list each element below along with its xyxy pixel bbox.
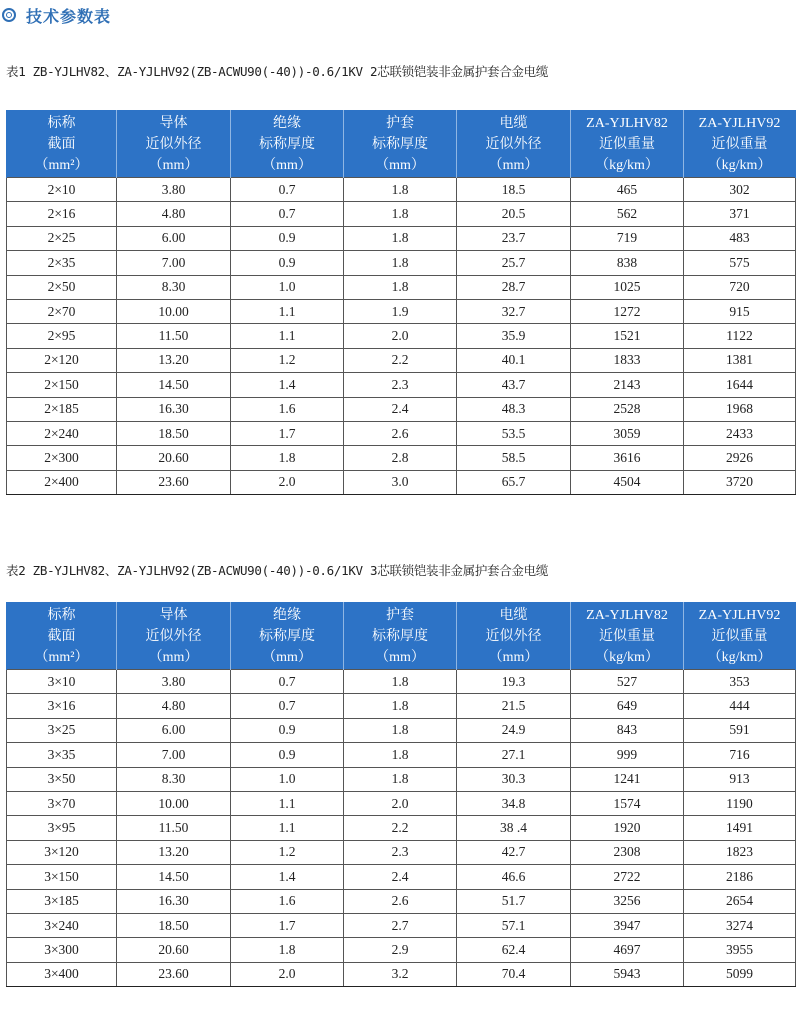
table-cell: 1.8	[344, 226, 457, 250]
table-cell: 20.60	[117, 938, 231, 962]
table-cell: 3×10	[7, 670, 117, 694]
table-cell: 5099	[684, 962, 796, 986]
column-header	[7, 111, 117, 178]
table-cell: 0.9	[231, 718, 344, 742]
column-header-line: （kg/km）	[595, 649, 659, 665]
table-row	[7, 299, 796, 323]
column-header-line: （kg/km）	[707, 649, 772, 665]
table-cell: 4.80	[117, 694, 231, 718]
table-cell: 2.0	[344, 791, 457, 815]
table-cell: 1823	[684, 840, 796, 864]
table-cell: 913	[684, 767, 796, 791]
table-cell: 562	[571, 202, 684, 226]
table-cell: 2×10	[7, 178, 117, 202]
table-cell: 1190	[684, 791, 796, 815]
table-cell: 3.80	[117, 670, 231, 694]
table-cell: 18.50	[117, 913, 231, 937]
table-row	[7, 889, 796, 913]
table-cell: 0.9	[231, 251, 344, 275]
column-header	[7, 603, 117, 670]
table-cell: 43.7	[457, 373, 571, 397]
table-cell: 35.9	[457, 324, 571, 348]
column-header	[344, 111, 457, 178]
table-row	[7, 670, 796, 694]
table-cell: 649	[571, 694, 684, 718]
column-header-line: 护套	[386, 115, 414, 131]
table-cell: 302	[684, 178, 796, 202]
table-cell: 53.5	[457, 421, 571, 445]
column-header-line: 绝缘	[273, 607, 301, 623]
table-cell: 23.60	[117, 470, 231, 494]
table-cell: 4697	[571, 938, 684, 962]
table-cell: 0.7	[231, 670, 344, 694]
column-header-line: 导体	[159, 115, 188, 131]
table-cell: 591	[684, 718, 796, 742]
column-header-line: （mm）	[262, 649, 312, 665]
table-cell: 23.7	[457, 226, 571, 250]
column-header-line: 截面	[47, 628, 76, 644]
table-cell: 1.8	[344, 178, 457, 202]
column-header-line: 近似重量	[599, 136, 655, 152]
table-cell: 483	[684, 226, 796, 250]
column-header-line: （kg/km）	[707, 157, 772, 173]
column-header	[571, 603, 684, 670]
column-header	[231, 111, 344, 178]
table-row	[7, 743, 796, 767]
table-row	[7, 275, 796, 299]
table-cell: 3955	[684, 938, 796, 962]
table-cell: 2×50	[7, 275, 117, 299]
table-cell: 2186	[684, 865, 796, 889]
table-cell: 6.00	[117, 226, 231, 250]
column-header-line: ZA-YJLHV82	[586, 115, 668, 131]
table-cell: 1.1	[231, 791, 344, 815]
column-header-line: （mm）	[488, 649, 539, 665]
table-2-caption: 表2 ZB-YJLHV82、ZA-YJLHV92(ZB-ACWU90(-40))-0.6/1KV 3芯联锁铠装非金属护套合金电缆	[6, 563, 549, 578]
table-cell: 1.8	[344, 251, 457, 275]
table-cell: 1920	[571, 816, 684, 840]
table-cell: 14.50	[117, 373, 231, 397]
column-header-line: ZA-YJLHV82	[586, 607, 668, 623]
column-header	[231, 603, 344, 670]
table-cell: 1.1	[231, 324, 344, 348]
table-cell: 3×150	[7, 865, 117, 889]
table-cell: 1.8	[344, 718, 457, 742]
column-header-line: （mm²）	[34, 649, 89, 665]
table-cell: 30.3	[457, 767, 571, 791]
column-header	[457, 603, 571, 670]
table-cell: 1.8	[344, 743, 457, 767]
table-cell: 13.20	[117, 840, 231, 864]
table-cell: 719	[571, 226, 684, 250]
table-row	[7, 718, 796, 742]
table-cell: 20.60	[117, 446, 231, 470]
table-cell: 1025	[571, 275, 684, 299]
table-cell: 2×150	[7, 373, 117, 397]
table-cell: 2433	[684, 421, 796, 445]
table-cell: 2528	[571, 397, 684, 421]
table-cell: 843	[571, 718, 684, 742]
table-row	[7, 865, 796, 889]
table-row	[7, 938, 796, 962]
table-cell: 0.7	[231, 178, 344, 202]
table-cell: 1.8	[344, 670, 457, 694]
table-cell: 3.0	[344, 470, 457, 494]
column-header	[684, 603, 796, 670]
table-row	[7, 767, 796, 791]
column-header-line: 近似重量	[711, 628, 768, 644]
table-cell: 1833	[571, 348, 684, 372]
table-cell: 3×35	[7, 743, 117, 767]
column-header	[117, 111, 231, 178]
table-cell: 1.4	[231, 865, 344, 889]
table-cell: 527	[571, 670, 684, 694]
column-header-line: （mm）	[488, 157, 539, 173]
table-cell: 444	[684, 694, 796, 718]
column-header-line: 近似外径	[485, 628, 542, 644]
table-row	[7, 913, 796, 937]
table-cell: 1574	[571, 791, 684, 815]
column-header-line: 导体	[159, 607, 188, 623]
table-cell: 3.2	[344, 962, 457, 986]
table-row	[7, 446, 796, 470]
table-cell: 2×185	[7, 397, 117, 421]
table-cell: 2×70	[7, 299, 117, 323]
table-cell: 20.5	[457, 202, 571, 226]
column-header-line: 截面	[47, 136, 76, 152]
table-row	[7, 226, 796, 250]
table-cell: 8.30	[117, 275, 231, 299]
column-header	[117, 603, 231, 670]
table-cell: 10.00	[117, 791, 231, 815]
table-cell: 720	[684, 275, 796, 299]
table-cell: 1.0	[231, 767, 344, 791]
table-cell: 1968	[684, 397, 796, 421]
column-header-line: 标称厚度	[372, 136, 428, 152]
column-header	[684, 111, 796, 178]
table-cell: 16.30	[117, 397, 231, 421]
column-header	[344, 603, 457, 670]
table-1	[6, 110, 796, 495]
column-header-line: （mm）	[375, 649, 425, 665]
table-cell: 999	[571, 743, 684, 767]
table-cell: 3×300	[7, 938, 117, 962]
column-header-line: 标称厚度	[259, 628, 315, 644]
table-cell: 2143	[571, 373, 684, 397]
table-cell: 24.9	[457, 718, 571, 742]
section-heading	[0, 4, 111, 26]
table-cell: 2.0	[231, 962, 344, 986]
table-cell: 1.0	[231, 275, 344, 299]
table-cell: 716	[684, 743, 796, 767]
table-cell: 3059	[571, 421, 684, 445]
table-cell: 1.7	[231, 421, 344, 445]
table-cell: 575	[684, 251, 796, 275]
table-cell: 915	[684, 299, 796, 323]
table-cell: 2654	[684, 889, 796, 913]
table-cell: 2×240	[7, 421, 117, 445]
table-row	[7, 202, 796, 226]
table-cell: 3×400	[7, 962, 117, 986]
table-cell: 1241	[571, 767, 684, 791]
table-cell: 3×185	[7, 889, 117, 913]
table-2-header-row	[7, 603, 796, 670]
table-cell: 7.00	[117, 743, 231, 767]
table-cell: 2.2	[344, 348, 457, 372]
table-cell: 1.7	[231, 913, 344, 937]
column-header-line: 近似重量	[711, 136, 768, 152]
table-cell: 465	[571, 178, 684, 202]
column-header-line: （mm）	[148, 649, 199, 665]
column-header-line: （mm）	[262, 157, 312, 173]
table-row	[7, 373, 796, 397]
table-cell: 3×70	[7, 791, 117, 815]
table-cell: 1.6	[231, 397, 344, 421]
table-cell: 27.1	[457, 743, 571, 767]
table-cell: 25.7	[457, 251, 571, 275]
table-cell: 1.8	[231, 938, 344, 962]
table-cell: 3×50	[7, 767, 117, 791]
table-row	[7, 348, 796, 372]
table-cell: 3×95	[7, 816, 117, 840]
table-cell: 1.6	[231, 889, 344, 913]
table-cell: 2×95	[7, 324, 117, 348]
table-row	[7, 470, 796, 494]
column-header-line: 标称	[47, 607, 76, 623]
table-cell: 2722	[571, 865, 684, 889]
table-row	[7, 251, 796, 275]
table-cell: 8.30	[117, 767, 231, 791]
table-2-body	[7, 670, 796, 987]
column-header-line: ZA-YJLHV92	[698, 115, 781, 131]
table-cell: 3×120	[7, 840, 117, 864]
table-cell: 7.00	[117, 251, 231, 275]
table-cell: 2926	[684, 446, 796, 470]
column-header-line: 电缆	[499, 607, 528, 623]
table-cell: 2×35	[7, 251, 117, 275]
table-cell: 38 .4	[457, 816, 571, 840]
column-header-line: 标称厚度	[259, 136, 315, 152]
table-cell: 65.7	[457, 470, 571, 494]
table-cell: 2.4	[344, 865, 457, 889]
table-cell: 28.7	[457, 275, 571, 299]
section-heading-text: 技术参数表	[26, 6, 112, 26]
table-cell: 40.1	[457, 348, 571, 372]
table-cell: 2×400	[7, 470, 117, 494]
table-cell: 0.7	[231, 202, 344, 226]
table-2	[6, 602, 796, 987]
table-cell: 3616	[571, 446, 684, 470]
table-cell: 46.6	[457, 865, 571, 889]
table-row	[7, 816, 796, 840]
column-header-line: ZA-YJLHV92	[698, 607, 781, 623]
table-cell: 1.8	[231, 446, 344, 470]
table-cell: 2×120	[7, 348, 117, 372]
table-cell: 1272	[571, 299, 684, 323]
table-cell: 34.8	[457, 791, 571, 815]
table-cell: 2.3	[344, 840, 457, 864]
table-cell: 1381	[684, 348, 796, 372]
table-cell: 51.7	[457, 889, 571, 913]
table-cell: 1.8	[344, 694, 457, 718]
table-cell: 62.4	[457, 938, 571, 962]
table-row	[7, 421, 796, 445]
table-cell: 2308	[571, 840, 684, 864]
column-header-line: 标称	[47, 115, 76, 131]
column-header	[457, 111, 571, 178]
table-cell: 1.8	[344, 202, 457, 226]
column-header-line: 标称厚度	[372, 628, 428, 644]
table-cell: 1.2	[231, 840, 344, 864]
table-cell: 10.00	[117, 299, 231, 323]
table-cell: 57.1	[457, 913, 571, 937]
table-cell: 2.8	[344, 446, 457, 470]
table-cell: 2.4	[344, 397, 457, 421]
table-cell: 2×300	[7, 446, 117, 470]
table-cell: 19.3	[457, 670, 571, 694]
column-header-line: 绝缘	[273, 115, 301, 131]
table-cell: 3.80	[117, 178, 231, 202]
table-cell: 2.2	[344, 816, 457, 840]
column-header-line: （kg/km）	[595, 157, 659, 173]
column-header-line: 电缆	[499, 115, 528, 131]
table-row	[7, 694, 796, 718]
table-cell: 48.3	[457, 397, 571, 421]
column-header-line: （mm）	[375, 157, 425, 173]
table-cell: 1644	[684, 373, 796, 397]
table-row	[7, 962, 796, 986]
table-cell: 3274	[684, 913, 796, 937]
table-cell: 0.9	[231, 743, 344, 767]
table-cell: 21.5	[457, 694, 571, 718]
table-cell: 1.8	[344, 767, 457, 791]
table-cell: 1.9	[344, 299, 457, 323]
table-cell: 1122	[684, 324, 796, 348]
table-cell: 11.50	[117, 816, 231, 840]
table-cell: 4.80	[117, 202, 231, 226]
table-row	[7, 397, 796, 421]
table-row	[7, 324, 796, 348]
table-cell: 2×16	[7, 202, 117, 226]
table-cell: 838	[571, 251, 684, 275]
table-row	[7, 178, 796, 202]
table-cell: 42.7	[457, 840, 571, 864]
column-header-line: 近似外径	[145, 628, 202, 644]
table-cell: 11.50	[117, 324, 231, 348]
table-cell: 14.50	[117, 865, 231, 889]
table-cell: 70.4	[457, 962, 571, 986]
table-cell: 371	[684, 202, 796, 226]
table-cell: 5943	[571, 962, 684, 986]
table-cell: 1.1	[231, 299, 344, 323]
table-cell: 1.2	[231, 348, 344, 372]
column-header-line: 近似重量	[599, 628, 655, 644]
table-cell: 4504	[571, 470, 684, 494]
table-cell: 23.60	[117, 962, 231, 986]
table-cell: 2.6	[344, 889, 457, 913]
table-cell: 0.7	[231, 694, 344, 718]
table-cell: 3947	[571, 913, 684, 937]
table-cell: 1.4	[231, 373, 344, 397]
table-cell: 6.00	[117, 718, 231, 742]
table-cell: 3×16	[7, 694, 117, 718]
table-cell: 16.30	[117, 889, 231, 913]
table-cell: 18.50	[117, 421, 231, 445]
table-cell: 1.8	[344, 275, 457, 299]
column-header-line: （mm²）	[34, 157, 89, 173]
table-cell: 18.5	[457, 178, 571, 202]
column-header-line: 近似外径	[145, 136, 202, 152]
table-cell: 3×25	[7, 718, 117, 742]
table-cell: 353	[684, 670, 796, 694]
table-cell: 58.5	[457, 446, 571, 470]
table-cell: 2.7	[344, 913, 457, 937]
table-1-header-row	[7, 111, 796, 178]
table-cell: 2.9	[344, 938, 457, 962]
table-cell: 2.3	[344, 373, 457, 397]
double-circle-icon	[2, 8, 16, 22]
table-cell: 1.1	[231, 816, 344, 840]
table-cell: 32.7	[457, 299, 571, 323]
column-header-line: （mm）	[148, 157, 199, 173]
column-header	[571, 111, 684, 178]
table-cell: 2×25	[7, 226, 117, 250]
table-cell: 13.20	[117, 348, 231, 372]
column-header-line: 护套	[386, 607, 414, 623]
table-cell: 2.0	[231, 470, 344, 494]
table-cell: 1521	[571, 324, 684, 348]
table-cell: 3256	[571, 889, 684, 913]
table-cell: 0.9	[231, 226, 344, 250]
table-1-body	[7, 178, 796, 495]
table-cell: 3720	[684, 470, 796, 494]
table-row	[7, 791, 796, 815]
table-1-caption: 表1 ZB-YJLHV82、ZA-YJLHV92(ZB-ACWU90(-40))-0.6/1KV 2芯联锁铠装非金属护套合金电缆	[6, 64, 549, 79]
table-cell: 1491	[684, 816, 796, 840]
table-cell: 3×240	[7, 913, 117, 937]
table-cell: 2.6	[344, 421, 457, 445]
table-cell: 2.0	[344, 324, 457, 348]
table-row	[7, 840, 796, 864]
column-header-line: 近似外径	[485, 136, 542, 152]
